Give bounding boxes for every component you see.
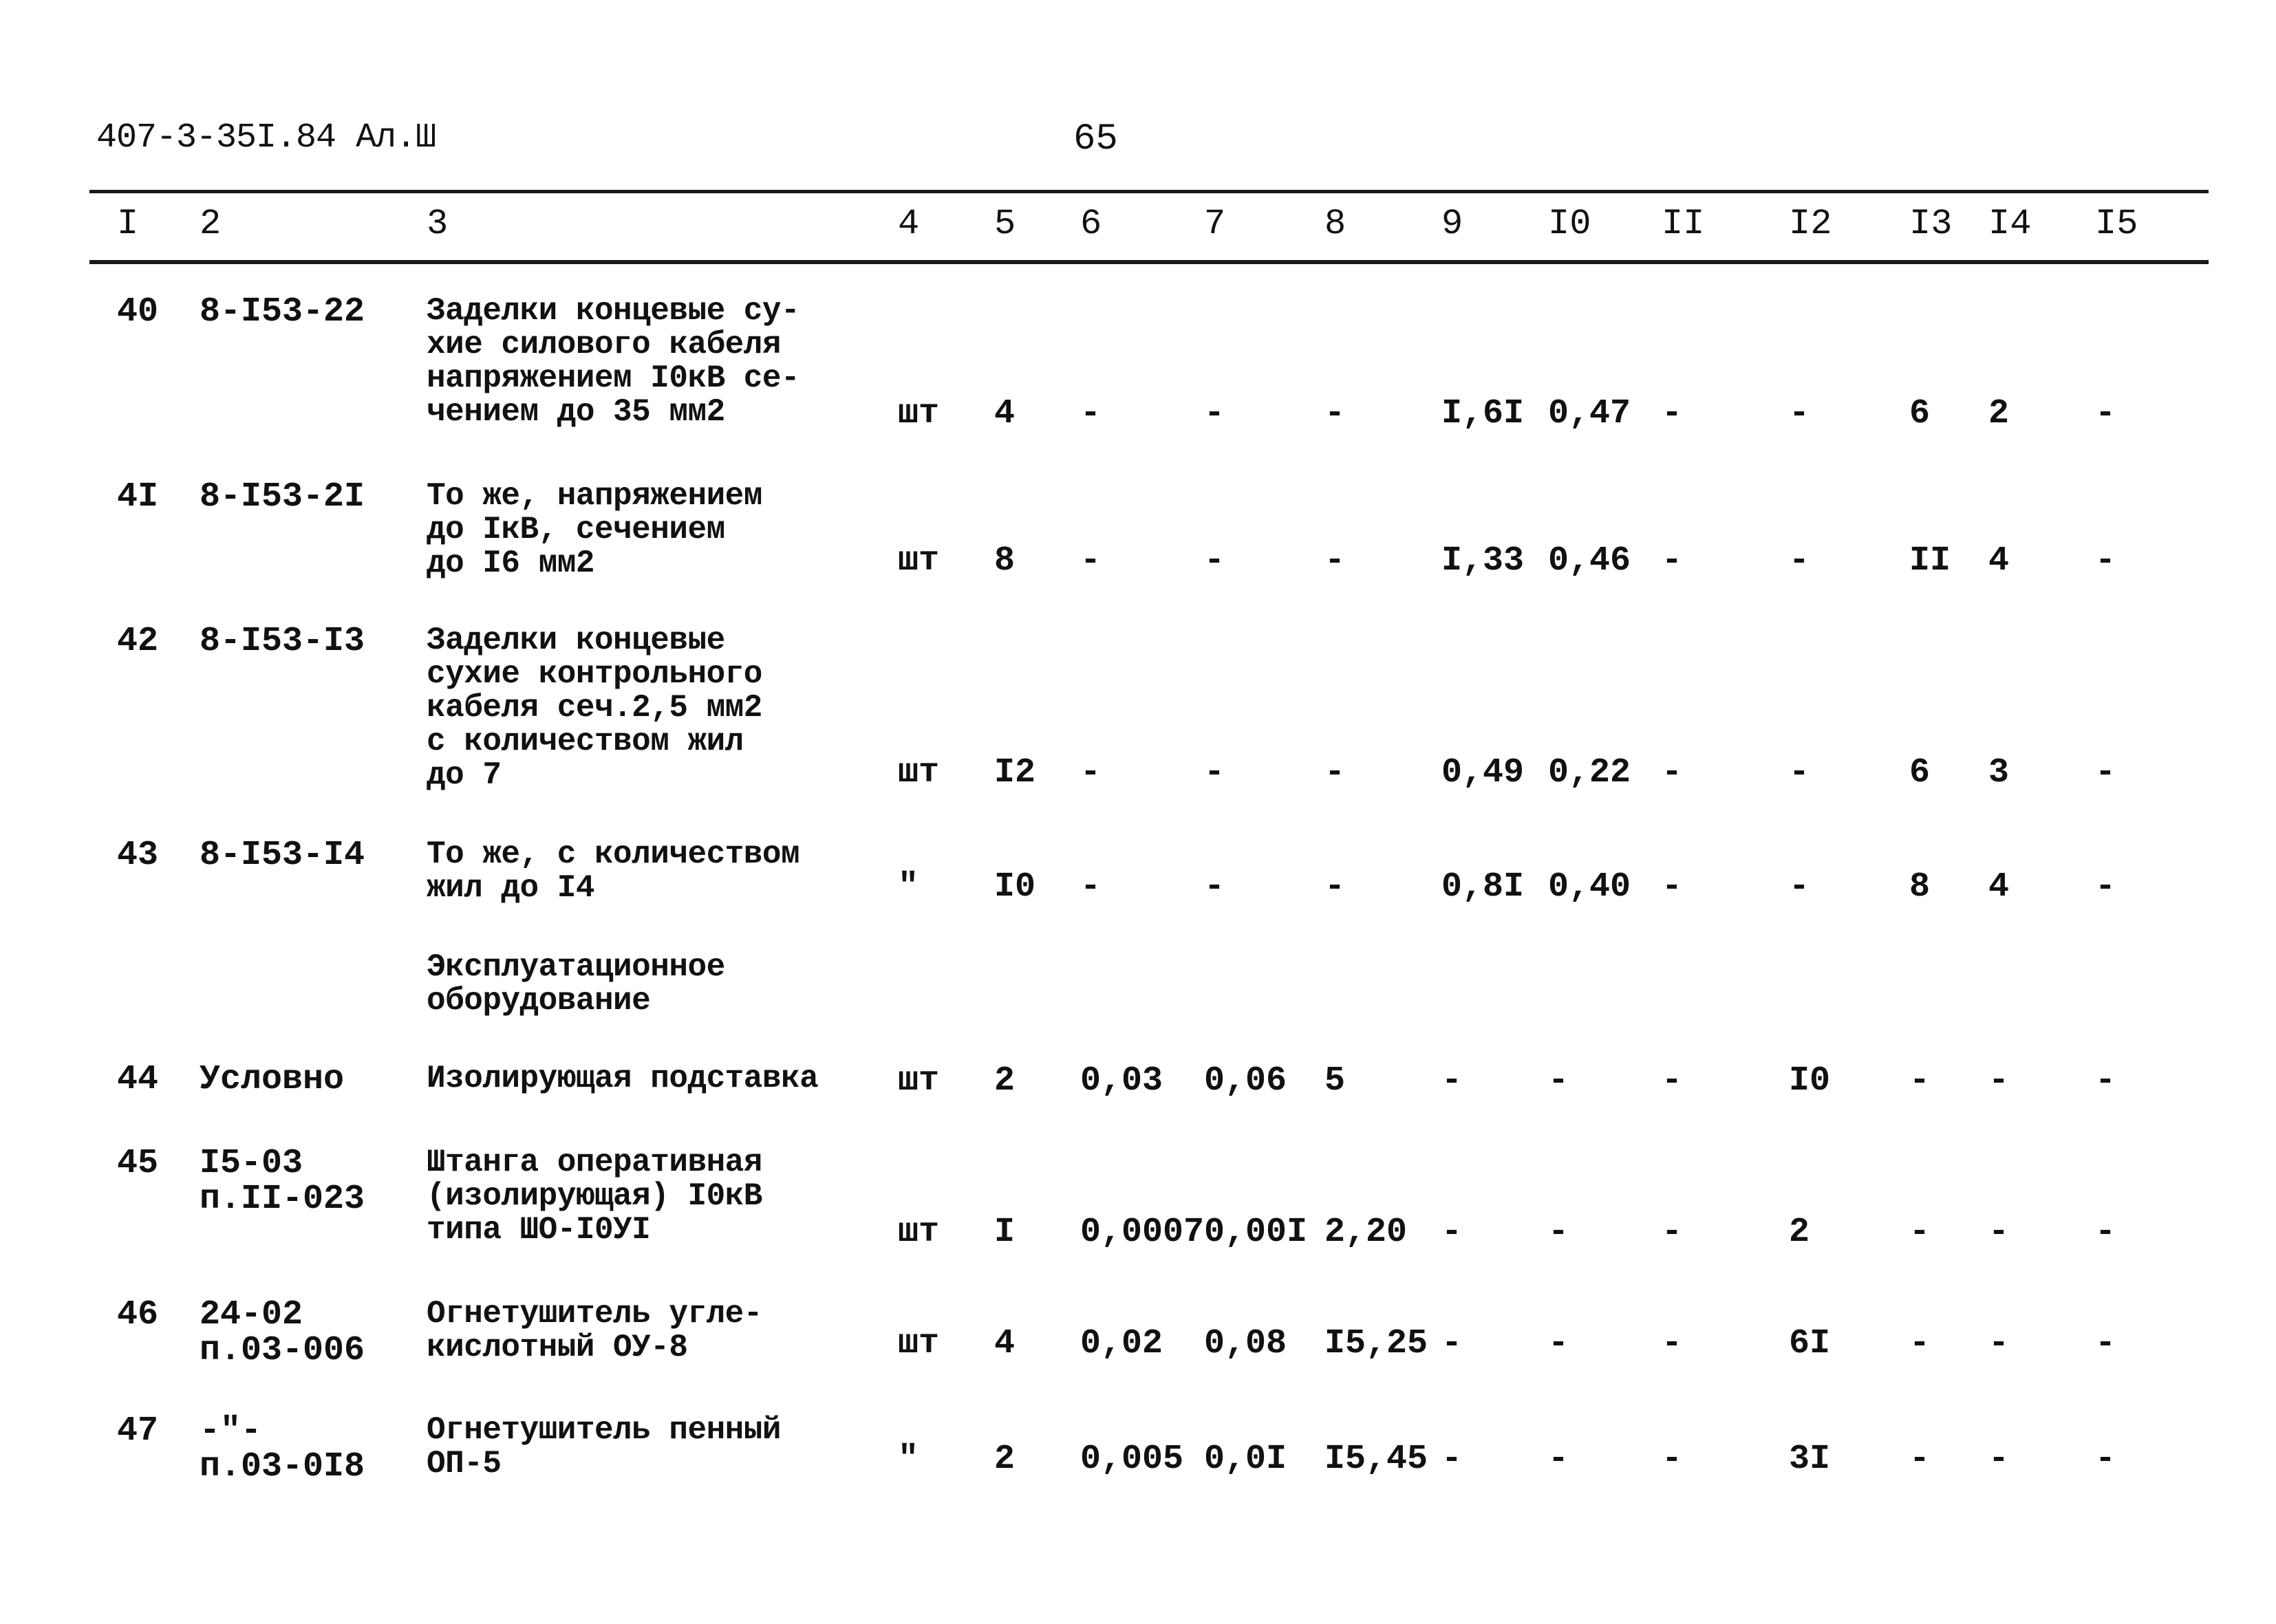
cell-c10: 0,47 (1548, 394, 1631, 433)
header-rule-bottom (89, 260, 2209, 264)
column-header-4: 4 (898, 204, 920, 244)
cell-c11: - (1662, 1324, 1683, 1363)
cell-unit: шт (898, 1213, 940, 1252)
cell-c10: - (1548, 1440, 1569, 1479)
description-line: Штанга оперативная (427, 1145, 762, 1180)
cell-qty: 2 (994, 1440, 1016, 1479)
description-line: Заделки концевые (427, 622, 725, 658)
resource-code: 8-I53-I3 (200, 622, 365, 661)
cell-c9: - (1441, 1440, 1463, 1479)
description-line: жил до I4 (427, 870, 594, 906)
cell-c15: - (2095, 753, 2116, 792)
cell-c7: 0,06 (1204, 1061, 1287, 1101)
cell-c9: 0,8I (1441, 867, 1525, 907)
description-line: То же, с количеством (427, 836, 800, 872)
cell-c10: - (1548, 1061, 1569, 1101)
description-line: Огнетушитель пенный (427, 1412, 781, 1448)
cell-c10: - (1548, 1324, 1569, 1363)
cell-unit: шт (898, 1061, 940, 1101)
cell-qty: 2 (994, 1061, 1016, 1101)
resource-code: I5-03 (200, 1144, 303, 1183)
column-header-15: I5 (2095, 204, 2138, 244)
cell-qty: 4 (994, 394, 1016, 433)
item-description (427, 624, 762, 792)
cell-c15: - (2095, 1213, 2116, 1252)
cell-c15: - (2095, 541, 2116, 581)
cell-c12: 6I (1789, 1324, 1831, 1363)
resource-code: 8-I53-22 (200, 292, 365, 332)
cell-c14: 4 (1988, 867, 2010, 907)
cell-c7: 0,00I (1204, 1213, 1308, 1252)
resource-code: 8-I53-I4 (200, 836, 365, 875)
cell-qty: I0 (994, 867, 1036, 907)
cell-c6: - (1080, 394, 1102, 433)
header-rule-top (89, 190, 2209, 193)
cell-c13: 6 (1909, 753, 1931, 792)
cell-c13: - (1909, 1061, 1931, 1101)
description-line: до I6 мм2 (427, 545, 594, 581)
row-number: 46 (117, 1295, 159, 1334)
cell-unit: " (898, 1440, 919, 1479)
resource-code: -"- (200, 1411, 262, 1451)
column-header-14: I4 (1988, 204, 2032, 244)
cell-c7: 0,08 (1204, 1324, 1287, 1363)
cell-c11: - (1662, 541, 1683, 581)
cell-c8: 2,20 (1324, 1213, 1408, 1252)
cell-c15: - (2095, 867, 2116, 907)
cell-c14: 3 (1988, 753, 2010, 792)
cell-c9: 0,49 (1441, 753, 1525, 792)
cell-c6: 0,005 (1080, 1440, 1184, 1479)
description-line: ОП-5 (427, 1446, 502, 1482)
description-line: типа ШО-I0УI (427, 1212, 651, 1248)
cell-c12: 3I (1789, 1440, 1831, 1479)
cell-c6: 0,0007 (1080, 1213, 1205, 1252)
cell-c12: 2 (1789, 1213, 1810, 1252)
description-line: чением до 35 мм2 (427, 394, 725, 430)
cell-c14: - (1988, 1324, 2010, 1363)
cell-c11: - (1662, 867, 1683, 907)
description-line: Изолирующая подставка (427, 1061, 819, 1096)
row-number: 43 (117, 836, 159, 875)
cell-qty: I2 (994, 753, 1036, 792)
cell-c8: - (1324, 394, 1346, 433)
cell-c8: - (1324, 867, 1346, 907)
description-line: сухие контрольного (427, 656, 762, 692)
item-description (427, 951, 725, 1018)
cell-c8: - (1324, 753, 1346, 792)
cell-c12: - (1789, 541, 1810, 581)
row-number: 42 (117, 622, 159, 661)
resource-code: п.II-023 (200, 1180, 365, 1219)
item-description (427, 1297, 762, 1365)
column-header-1: I (117, 204, 139, 244)
cell-qty: 8 (994, 541, 1016, 581)
cell-c15: - (2095, 394, 2116, 433)
description-line: (изолирующая) I0кВ (427, 1178, 762, 1214)
column-header-7: 7 (1204, 204, 1226, 244)
item-description (427, 838, 799, 905)
cell-unit: шт (898, 1324, 940, 1363)
cell-c13: - (1909, 1213, 1931, 1252)
cell-c13: - (1909, 1324, 1931, 1363)
item-description (427, 479, 762, 581)
cell-c11: - (1662, 1440, 1683, 1479)
description-line: оборудование (427, 983, 651, 1019)
cell-c12: - (1789, 394, 1810, 433)
cell-c7: 0,0I (1204, 1440, 1287, 1479)
column-header-2: 2 (200, 204, 222, 244)
column-header-13: I3 (1909, 204, 1953, 244)
cell-c7: - (1204, 867, 1225, 907)
resource-code: 24-02 (200, 1295, 303, 1334)
cell-c14: 4 (1988, 541, 2010, 581)
cell-c13: II (1909, 541, 1951, 581)
cell-c10: 0,46 (1548, 541, 1631, 581)
cell-c6: - (1080, 541, 1102, 581)
cell-c10: - (1548, 1213, 1569, 1252)
description-line: кабеля сеч.2,5 мм2 (427, 690, 762, 726)
cell-c11: - (1662, 394, 1683, 433)
description-line: до 7 (427, 757, 502, 793)
cell-unit: шт (898, 753, 940, 792)
cell-c12: - (1789, 753, 1810, 792)
cell-c9: I,6I (1441, 394, 1525, 433)
cell-c14: - (1988, 1061, 2010, 1101)
resource-code: п.03-006 (200, 1331, 365, 1370)
column-header-5: 5 (994, 204, 1016, 244)
item-description (427, 1062, 818, 1096)
cell-c13: - (1909, 1440, 1931, 1479)
column-header-6: 6 (1080, 204, 1102, 244)
description-line: Огнетушитель угле- (427, 1296, 762, 1332)
cell-c8: - (1324, 541, 1346, 581)
cell-unit: " (898, 867, 919, 907)
row-number: 40 (117, 292, 159, 332)
row-number: 47 (117, 1411, 159, 1451)
resource-code: Условно (200, 1060, 345, 1099)
description-line: напряжением I0кВ се- (427, 360, 800, 396)
cell-c9: - (1441, 1213, 1463, 1252)
description-line: кислотный ОУ-8 (427, 1330, 688, 1365)
cell-c10: 0,22 (1548, 753, 1631, 792)
cell-c14: 2 (1988, 394, 2010, 433)
cell-c11: - (1662, 753, 1683, 792)
cell-c15: - (2095, 1061, 2116, 1101)
cell-c10: 0,40 (1548, 867, 1631, 907)
cell-c6: 0,02 (1080, 1324, 1163, 1363)
resource-code: 8-I53-2I (200, 477, 365, 517)
cell-c8: 5 (1324, 1061, 1346, 1101)
cell-c12: I0 (1789, 1061, 1831, 1101)
cell-c9: - (1441, 1061, 1463, 1101)
item-description (427, 294, 799, 429)
description-line: Заделки концевые су- (427, 293, 800, 329)
column-header-3: 3 (427, 204, 449, 244)
description-line: То же, напряжением (427, 478, 762, 514)
cell-c8: I5,25 (1324, 1324, 1428, 1363)
item-description (427, 1146, 762, 1247)
description-line: с количеством жил (427, 724, 744, 759)
cell-c13: 8 (1909, 867, 1931, 907)
cell-c13: 6 (1909, 394, 1931, 433)
cell-c9: - (1441, 1324, 1463, 1363)
cell-qty: I (994, 1213, 1016, 1252)
cell-unit: шт (898, 394, 940, 433)
cell-c15: - (2095, 1324, 2116, 1363)
document-code: 407-3-35I.84 Ал.Ш (96, 118, 436, 158)
column-header-8: 8 (1324, 204, 1346, 244)
row-number: 45 (117, 1144, 159, 1183)
cell-c12: - (1789, 867, 1810, 907)
item-description (427, 1414, 781, 1481)
cell-c14: - (1988, 1213, 2010, 1252)
row-number: 44 (117, 1060, 159, 1099)
cell-c9: I,33 (1441, 541, 1525, 581)
cell-c8: I5,45 (1324, 1440, 1428, 1479)
cell-qty: 4 (994, 1324, 1016, 1363)
description-line: Эксплуатационное (427, 949, 725, 985)
cell-c6: 0,03 (1080, 1061, 1163, 1101)
cell-c14: - (1988, 1440, 2010, 1479)
cell-c7: - (1204, 541, 1225, 581)
row-number: 4I (117, 477, 159, 517)
column-header-12: I2 (1789, 204, 1832, 244)
cell-c7: - (1204, 753, 1225, 792)
cell-c7: - (1204, 394, 1225, 433)
resource-code: п.03-0I8 (200, 1447, 365, 1486)
description-line: до IкВ, сечением (427, 512, 725, 548)
column-header-10: I0 (1548, 204, 1591, 244)
cell-c6: - (1080, 753, 1102, 792)
description-line: хие силового кабеля (427, 327, 781, 362)
cell-c15: - (2095, 1440, 2116, 1479)
cell-unit: шт (898, 541, 940, 581)
cell-c6: - (1080, 867, 1102, 907)
page-number: 65 (1073, 118, 1118, 160)
cell-c11: - (1662, 1061, 1683, 1101)
column-header-11: II (1662, 204, 1705, 244)
cell-c11: - (1662, 1213, 1683, 1252)
column-header-9: 9 (1441, 204, 1463, 244)
